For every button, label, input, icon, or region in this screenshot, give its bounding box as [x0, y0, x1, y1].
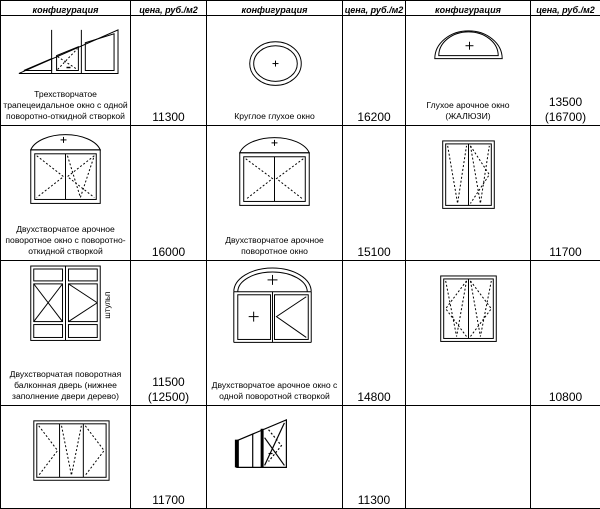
header-config-2: конфигурация [207, 1, 343, 16]
price-cell [531, 16, 600, 126]
price-value: 11500 [131, 375, 206, 390]
price-cell [131, 261, 207, 406]
price-cell [531, 126, 600, 261]
config-cell [207, 16, 343, 126]
price-cell [531, 261, 600, 406]
price-value: 15100 [343, 245, 405, 260]
price-value: 16000 [131, 245, 206, 260]
config-cell [406, 126, 531, 261]
header-price-3: цена, руб./м2 [531, 1, 600, 16]
config-description: Круглое глухое окно [209, 111, 340, 122]
price-value: 11300 [343, 493, 405, 508]
config-cell [207, 406, 343, 509]
price-value: 10800 [531, 390, 600, 405]
table-row [1, 16, 600, 126]
table-row [1, 126, 600, 261]
price-cell [131, 406, 207, 509]
price-cell [343, 261, 406, 406]
price-cell [343, 16, 406, 126]
header-config-3: конфигурация [406, 1, 531, 16]
round-window-icon [207, 16, 342, 125]
config-cell [207, 126, 343, 261]
config-cell [1, 126, 131, 261]
price-cell [343, 126, 406, 261]
price-alt-value: (12500) [131, 390, 206, 405]
price-value: 11700 [131, 493, 206, 508]
price-value: 11300 [131, 110, 206, 125]
table-row [1, 406, 600, 509]
config-description: Глухое арочное окно (ЖАЛЮЗИ) [408, 100, 528, 122]
price-cell-empty [531, 406, 600, 509]
config-cell [406, 261, 531, 406]
config-cell [1, 16, 131, 126]
config-description: Двухстворчатая поворотная балконная дверь (нижнее заполнение двери дерево) [3, 369, 128, 402]
config-description: Двухстворчатое арочное окно с одной поворотной створкой [209, 380, 340, 402]
trapezoid-sash-window-icon [207, 406, 342, 508]
header-config-1: конфигурация [1, 1, 131, 16]
double-casement-window-icon [406, 126, 530, 260]
config-cell-empty [406, 406, 531, 509]
config-description: Двухстворчатое арочное поворотное окно [209, 235, 340, 257]
config-cell [207, 261, 343, 406]
header-row [1, 1, 600, 16]
price-cell [343, 406, 406, 509]
shtulp-label: штульп [103, 292, 112, 319]
price-value: 16200 [343, 110, 405, 125]
price-cell [131, 16, 207, 126]
price-alt-value: (16700) [531, 110, 600, 125]
price-value: 11700 [531, 245, 600, 260]
price-value: 14800 [343, 390, 405, 405]
config-cell [1, 406, 131, 509]
header-price-2: цена, руб./м2 [343, 1, 406, 16]
price-value: 13500 [531, 95, 600, 110]
header-price-1: цена, руб./м2 [131, 1, 207, 16]
config-cell [406, 16, 531, 126]
price-cell [131, 126, 207, 261]
double-casement-window-icon [406, 261, 530, 405]
triple-casement-window-icon [1, 406, 130, 508]
config-description: Трехстворчатое трапецеидальное окно с одной поворотно-откидной створкой [3, 89, 128, 122]
table-row [1, 261, 600, 406]
config-description: Двухстворчатое арочное поворотное окно с поворотно-откидной створкой [3, 224, 128, 257]
config-cell [1, 261, 131, 406]
